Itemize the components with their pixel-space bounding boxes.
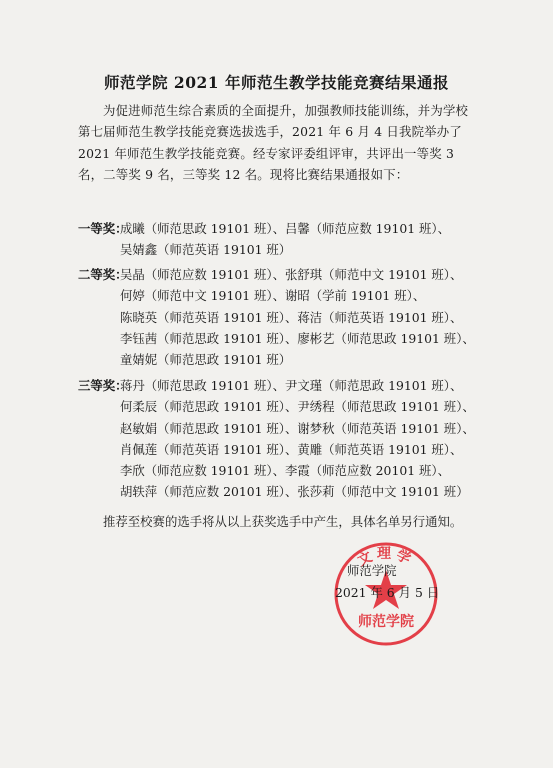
third-prize-label: 三等奖： <box>78 378 128 393</box>
award-line: 成曦（师范思政 19101 班）、吕馨（师范应数 19101 班）、 <box>120 221 450 236</box>
document-title: 师范学院 2021 年师范生教学技能竞赛结果通报 <box>104 73 449 92</box>
award-line: 童婧妮（师范思政 19101 班） <box>120 352 292 368</box>
seal-top-text: 文理学 <box>355 546 417 570</box>
second-prize-label: 二等奖： <box>78 267 128 282</box>
award-line: 赵敏娟（师范思政 19101 班）、谢梦秋（师范英语 19101 班）、 <box>120 420 475 436</box>
award-line: 胡轶萍（师范应数 20101 班）、张莎莉（师范中文 19101 班） <box>120 484 469 500</box>
closing-paragraph: 推荐至校赛的选手将从以上获奖选手中产生，具体名单另行通知。 <box>103 514 463 529</box>
signature-date: 2021 年 6 月 5 日 <box>335 585 440 600</box>
intro-paragraph: 为促进师范生综合素质的全面提升，加强教师技能训练，并为学校第七届师范生教学技能竞赛选拔选手，2021 年 6 月 4 日我院举办了 2021 年师范生教学技能竞赛。经专家评委组评审，共评出一等奖 3 名，二等奖 9 名，三等奖 12 名。现将比赛结果通报如下： <box>78 103 469 182</box>
award-line: 蒋丹（师范思政 19101 班）、尹文瑾（师范思政 19101 班）、 <box>120 378 463 393</box>
first-prize-list <box>120 218 450 261</box>
second-prize-list <box>120 264 475 370</box>
award-line: 李钰茜（师范思政 19101 班）、廖彬艺（师范思政 19101 班）、 <box>120 330 475 346</box>
seal-bottom-text: 师范学院 <box>358 614 414 630</box>
award-line: 李欣（师范应数 19101 班）、李霞（师范应数 20101 班）、 <box>120 463 450 479</box>
award-line: 何柔辰（师范思政 19101 班）、尹绣程（师范思政 19101 班）、 <box>120 399 475 415</box>
award-line: 何婷（师范中文 19101 班）、谢昭（学前 19101 班）、 <box>120 288 426 304</box>
award-line: 肖佩莲（师范英语 19101 班）、黄雕（师范英语 19101 班）、 <box>120 441 463 457</box>
third-prize-list <box>120 375 475 503</box>
award-line: 吴婧鑫（师范英语 19101 班） <box>120 242 292 258</box>
award-line: 陈晓英（师范英语 19101 班）、蒋洁（师范英语 19101 班）、 <box>120 309 463 325</box>
award-line: 吴晶（师范应数 19101 班）、张舒琪（师范中文 19101 班）、 <box>120 267 463 282</box>
signature-name: 师范学院 <box>347 563 397 578</box>
first-prize-label: 一等奖： <box>78 221 128 236</box>
